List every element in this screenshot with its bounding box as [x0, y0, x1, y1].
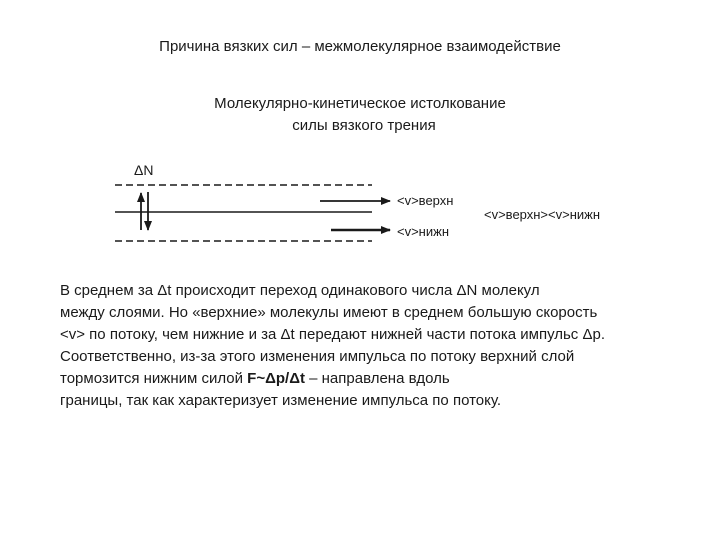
- line-5-suffix: – направлена вдоль: [304, 370, 450, 387]
- velocity-comparison-label: <v>верхн><v>нижн: [484, 207, 601, 222]
- explanation-line-3: <v> по потоку, чем нижние и за Δt передают нижней части потока импульс Δp.: [60, 326, 606, 343]
- slide-title: Причина вязких сил – межмолекулярное взаимодействие: [159, 38, 561, 55]
- explanation-line-4: Соответственно, из-за этого изменения импульса по потоку верхний слой: [60, 348, 575, 365]
- explanation-line-5: [60, 368, 700, 390]
- explanation-text: [60, 280, 700, 412]
- line-5-prefix: тормозится нижним силой: [60, 370, 248, 387]
- force-formula: F~Δp/Δt: [247, 370, 305, 387]
- subtitle-line-2: силы вязкого трения: [292, 117, 436, 134]
- explanation-line-2: между слоями. Но «верхние» молекулы имеют в среднем большую скорость: [60, 304, 598, 321]
- explanation-line-1: В среднем за Δt происходит переход одинакового числа ΔN молекул: [60, 282, 540, 299]
- subtitle-line-1: Молекулярно-кинетическое истолкование: [214, 95, 506, 112]
- explanation-line-6: границы, так как характеризует изменение импульса по потоку.: [60, 392, 502, 409]
- lower-velocity-label: <v>нижн: [397, 224, 449, 239]
- delta-n-label: ΔN: [134, 162, 154, 178]
- upper-velocity-label: <v>верхн: [397, 193, 454, 208]
